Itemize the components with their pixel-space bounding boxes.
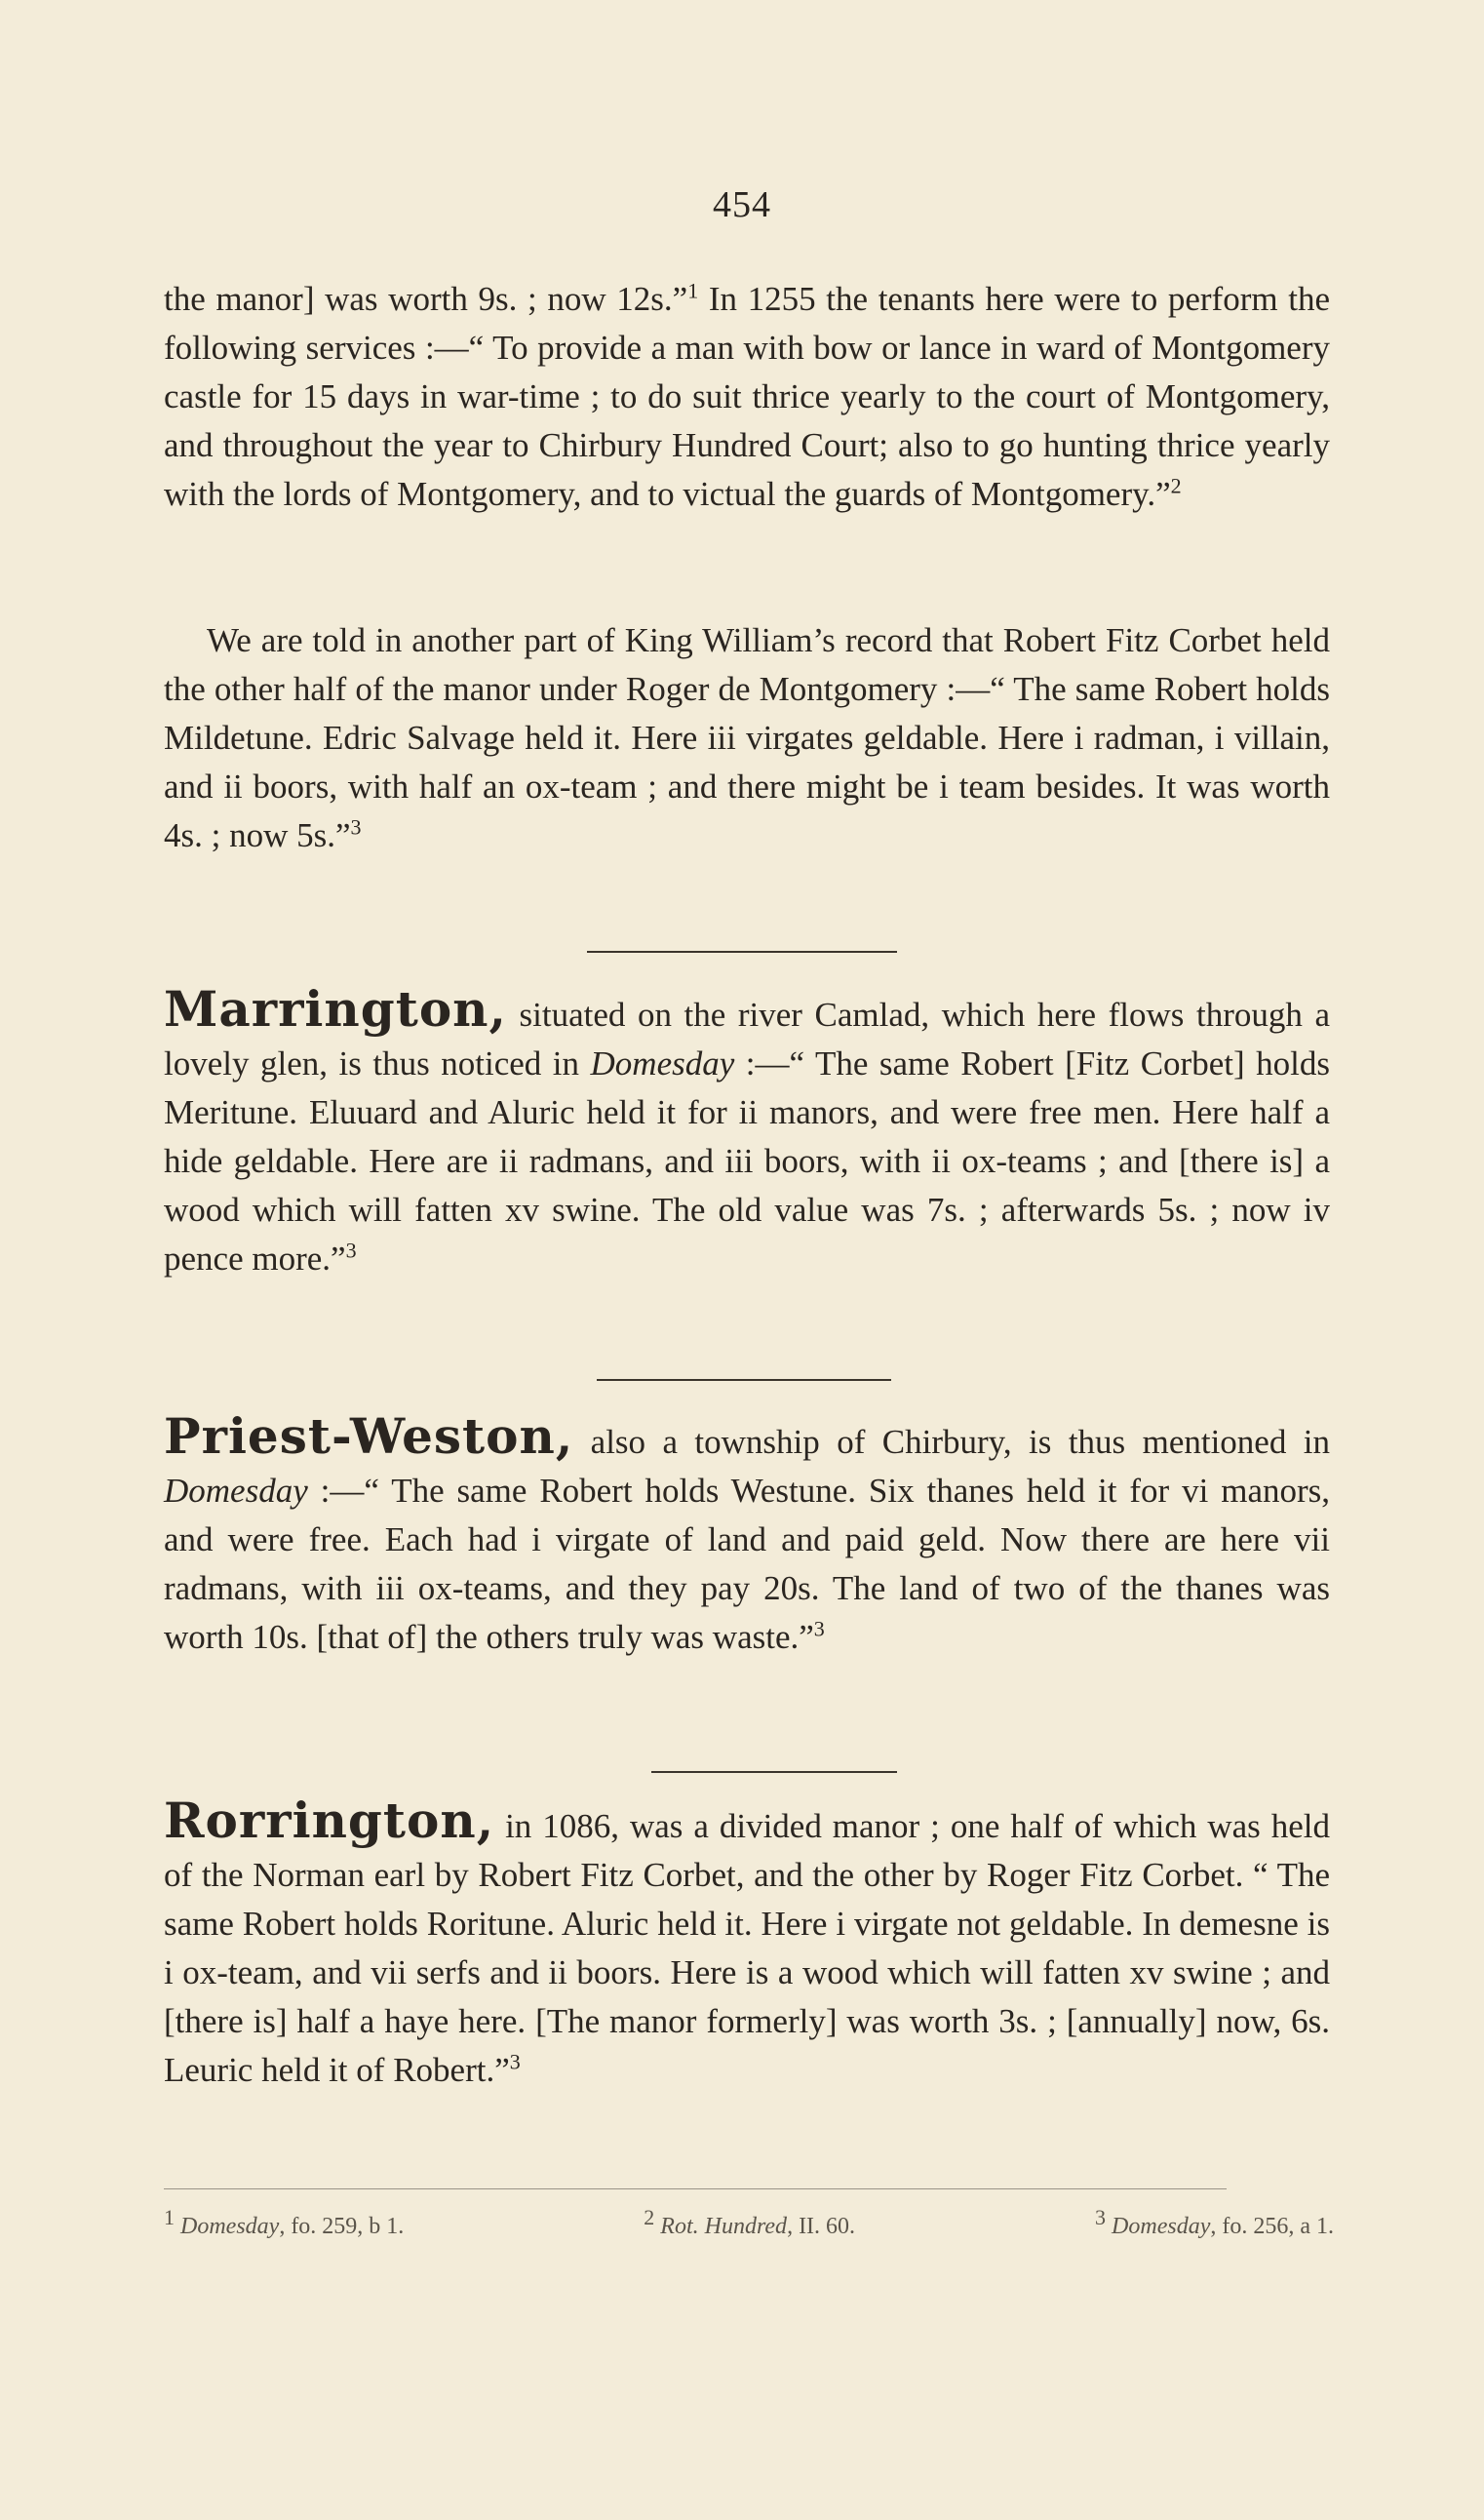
section-heading: Marrington, — [164, 980, 507, 1038]
footnote-3 — [1095, 2205, 1334, 2240]
paragraph-opening — [164, 275, 1330, 519]
section-rorrington — [164, 1792, 1330, 2095]
footnote-ref: 3 — [813, 1616, 825, 1641]
footnote-ref: 2 — [1170, 473, 1182, 498]
section-heading: Priest-Weston, — [164, 1407, 574, 1465]
footnote-citation: , fo. 259, b 1. — [279, 2214, 405, 2239]
footnote-ref: 1 — [687, 278, 699, 303]
footnote-number: 2 — [644, 2205, 655, 2229]
footnotes — [164, 2205, 1334, 2240]
paragraph-text: We are told in another part of King William’s record that Robert Fitz Corbet held the other half of the manor under Roger de Montgomery :—“ The same Robert holds Mildetune. Edric Salvage held it. Here iii virgates geldable. Here i radman, i villain, and ii boors, with half an ox-team ; and there might be i team besides. It was worth 4s. ; now 5s.” — [164, 621, 1330, 854]
section-text: situated on the river Camlad, which here flows through a lovely glen, is thus noticed in — [164, 996, 1330, 1083]
footnote-citation: , fo. 256, a 1. — [1210, 2214, 1334, 2239]
paragraph-mildetune — [164, 616, 1330, 860]
section-text: :—“ The same Robert [Fitz Corbet] holds Meritune. Eluuard and Aluric held it for ii manors, and were free men. Here half a hide geldable. Here are ii radmans, and iii boors, with ii ox-teams ; and [there is] a wood which will fatten xv swine. The old value was 7s. ; afterwards 5s. ; now iv pence more.” — [164, 1044, 1330, 1278]
section-divider — [597, 1379, 891, 1381]
section-italic: Domesday — [590, 1044, 735, 1083]
section-divider — [587, 951, 897, 953]
section-marrington — [164, 980, 1330, 1283]
footnote-ref: 3 — [350, 814, 362, 840]
section-text: also a township of Chirbury, is thus mentioned in — [573, 1423, 1330, 1461]
footnote-source: Domesday — [1112, 2214, 1211, 2239]
section-heading: Rorrington, — [164, 1792, 495, 1849]
footnote-1 — [164, 2205, 405, 2240]
section-priest-weston — [164, 1407, 1330, 1662]
section-text: :—“ The same Robert holds Westune. Six thanes held it for vi manors, and were free. Each had i virgate of land and paid geld. Now there are here vii radmans, with iii ox-teams, and they pay 20s. The land of two of the thanes was worth 10s. [that of] the others truly was waste.” — [164, 1472, 1330, 1656]
footnote-ref: 3 — [345, 1238, 357, 1263]
footnote-source: Rot. Hundred — [660, 2214, 788, 2239]
footnote-source: Domesday — [180, 2214, 280, 2239]
footnote-divider — [164, 2188, 1227, 2189]
section-italic: Domesday — [164, 1472, 308, 1510]
footnote-number: 1 — [164, 2205, 175, 2229]
footnote-number: 3 — [1095, 2205, 1107, 2229]
paragraph-text: the manor] was worth 9s. ; now 12s.” — [164, 280, 688, 318]
section-text: in 1086, was a divided manor ; one half of which was held of the Norman earl by Robert Fitz Corbet, and the other by Roger Fitz Corbet. “ The same Robert holds Roritune. Aluric held it. Here i virgate not geldable. In demesne is i ox-team, and vii serfs and ii boors. Here is a wood which will fatten xv swine ; and [there is] half a haye here. [The manor formerly] was worth 3s. ; [annually] now, 6s. Leuric held it of Robert.” — [164, 1807, 1330, 2089]
footnote-citation: , II. 60. — [787, 2214, 856, 2239]
footnote-2 — [644, 2205, 856, 2240]
section-divider — [651, 1771, 897, 1773]
paragraph-text: In 1255 the tenants here were to perform the following services :—“ To provide a man with bow or lance in ward of Montgomery castle for 15 days in war-time ; to do suit thrice yearly to the court of Montgomery, and throughout the year to Chirbury Hundred Court; also to go hunting thrice yearly with the lords of Montgomery, and to victual the guards of Montgomery.” — [164, 280, 1330, 513]
footnote-ref: 3 — [509, 2049, 521, 2074]
page-number: 454 — [713, 184, 771, 225]
